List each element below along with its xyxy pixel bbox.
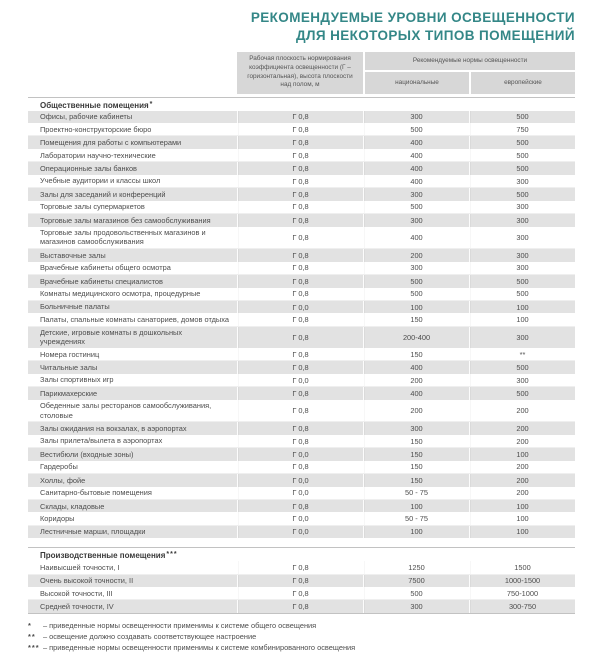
national-norm: 100 [363, 301, 469, 314]
national-norm: 300 [363, 262, 469, 274]
european-norm: 300 [469, 327, 575, 349]
national-norm: 500 [363, 201, 469, 213]
table-row [28, 313, 575, 326]
room-type: Залы для заседаний и конференций [40, 189, 166, 199]
work-plane: Г 0,8 [237, 422, 363, 435]
table-row [28, 162, 575, 175]
national-norm: 400 [363, 149, 469, 161]
section-label: Производственные помещения [40, 551, 166, 561]
page-title-line1: РЕКОМЕНДУЕМЫЕ УРОВНИ ОСВЕЩЕННОСТИ [250, 10, 575, 25]
room-type: Торговые залы супермаркетов [40, 202, 145, 212]
room-type: Наивысшей точности, I [40, 562, 120, 572]
european-norm: 200 [469, 461, 575, 473]
illumination-table [28, 52, 575, 614]
work-plane: Г 0,8 [237, 262, 363, 274]
european-norm: 100 [469, 313, 575, 325]
work-plane: Г 0,0 [237, 487, 363, 499]
header-european: европейские [471, 72, 575, 94]
work-plane: Г 0,8 [237, 387, 363, 400]
room-type: Операционные залы банков [40, 163, 137, 173]
header-work-plane: Рабочая плоскость нормирования коэффициента освещенности (Г – горизонтальная), высота плоскости над полом, м [237, 52, 363, 94]
european-norm: 500 [469, 136, 575, 149]
european-norm: 500 [469, 387, 575, 400]
table-row [28, 461, 575, 474]
national-norm: 200 [363, 374, 469, 386]
footnote-marker: *** [28, 643, 40, 653]
room-type: Выставочные залы [40, 250, 106, 260]
room-type: Залы ожидания на вокзалах, в аэропортах [40, 423, 187, 433]
work-plane: Г 0,0 [237, 526, 363, 539]
room-type: Проектно-конструкторские бюро [40, 124, 152, 134]
national-norm: 150 [363, 448, 469, 461]
national-norm: 400 [363, 387, 469, 400]
national-norm: 400 [363, 227, 469, 249]
work-plane: Г 0,8 [237, 188, 363, 201]
european-norm: 300 [469, 227, 575, 249]
work-plane: Г 0,8 [237, 249, 363, 262]
room-type: Комнаты медицинского осмотра, процедурные [40, 289, 201, 299]
table-body [28, 97, 575, 614]
work-plane: Г 0,0 [237, 374, 363, 386]
work-plane: Г 0,8 [237, 561, 363, 573]
room-type: Офисы, рабочие кабинеты [40, 112, 133, 122]
room-type: Больничные палаты [40, 302, 110, 312]
work-plane: Г 0,0 [237, 301, 363, 314]
footnote-marker: ** [28, 632, 36, 642]
table-row [28, 561, 575, 574]
european-norm: 300 [469, 249, 575, 262]
room-type: Средней точности, IV [40, 602, 114, 612]
table-row [28, 575, 575, 588]
table-row [28, 400, 575, 423]
room-type: Лестничные марши, площадки [40, 527, 146, 537]
table-row [28, 188, 575, 201]
work-plane: Г 0,8 [237, 361, 363, 374]
header-norms-title: Рекомендуемые нормы освещенности [365, 52, 575, 70]
european-norm: 300 [469, 175, 575, 187]
european-norm: 300 [469, 262, 575, 274]
work-plane: Г 0,0 [237, 512, 363, 524]
work-plane: Г 0,8 [237, 123, 363, 135]
room-type: Врачебные кабинеты общего осмотра [40, 263, 171, 273]
european-norm: 300 [469, 214, 575, 227]
table-row [28, 288, 575, 301]
work-plane: Г 0,8 [237, 587, 363, 599]
table-row [28, 201, 575, 214]
table-row [28, 249, 575, 262]
table-row [28, 500, 575, 513]
room-type: Залы прилета/вылета в аэропортах [40, 436, 163, 446]
national-norm: 200 [363, 249, 469, 262]
work-plane: Г 0,8 [237, 461, 363, 473]
page-title [28, 9, 575, 45]
work-plane: Г 0,8 [237, 400, 363, 422]
national-norm: 200 [363, 400, 469, 422]
work-plane: Г 0,0 [237, 448, 363, 461]
work-plane: Г 0,8 [237, 227, 363, 249]
national-norm: 300 [363, 188, 469, 201]
footnote-text: – приведенные нормы освещенности применимы к системе комбинированного освещения [43, 643, 356, 653]
room-type: Высокой точности, III [40, 588, 113, 598]
page-title-line2: ДЛЯ НЕКОТОРЫХ ТИПОВ ПОМЕЩЕНИЙ [295, 27, 575, 43]
european-norm: 500 [469, 188, 575, 201]
national-norm: 500 [363, 288, 469, 300]
national-norm: 500 [363, 275, 469, 288]
header-national: национальные [365, 72, 469, 94]
footnote [28, 620, 575, 631]
national-norm: 200-400 [363, 327, 469, 349]
national-norm: 300 [363, 422, 469, 435]
table-row [28, 448, 575, 461]
work-plane: Г 0,8 [237, 136, 363, 149]
work-plane: Г 0,8 [237, 600, 363, 613]
european-norm: 200 [469, 435, 575, 447]
national-norm: 150 [363, 435, 469, 447]
room-type: Номера гостиниц [40, 349, 100, 359]
footnote-text: – освещение должно создавать соответствующее настроение [43, 632, 257, 642]
table-row [28, 512, 575, 525]
table-row [28, 301, 575, 314]
work-plane: Г 0,8 [237, 575, 363, 588]
european-norm: 200 [469, 422, 575, 435]
european-norm: 500 [469, 111, 575, 124]
work-plane: Г 0,8 [237, 162, 363, 175]
header-norms-subrow [365, 72, 575, 94]
room-type: Вестибюли (входные зоны) [40, 449, 134, 459]
european-norm: 300 [469, 374, 575, 386]
table-row [28, 587, 575, 600]
national-norm: 400 [363, 175, 469, 187]
footnote-marker: * [28, 620, 32, 630]
work-plane: Г 0,8 [237, 348, 363, 360]
room-type: Палаты, спальные комнаты санаториев, домов отдыха [40, 314, 229, 324]
header-norms-group [365, 52, 575, 94]
european-norm: 500 [469, 361, 575, 374]
room-type: Санитарно-бытовые помещения [40, 488, 152, 498]
work-plane: Г 0,8 [237, 327, 363, 349]
national-norm: 50 - 75 [363, 512, 469, 524]
table-row [28, 348, 575, 361]
section-footnote-marker: *** [166, 551, 178, 559]
european-norm: 500 [469, 162, 575, 175]
national-norm: 1250 [363, 561, 469, 573]
national-norm: 500 [363, 123, 469, 135]
table-header [28, 52, 575, 94]
room-type: Учебные аудитории и классы школ [40, 176, 161, 186]
national-norm: 50 - 75 [363, 487, 469, 499]
national-norm: 150 [363, 474, 469, 487]
room-type: Врачебные кабинеты специалистов [40, 276, 163, 286]
room-type: Торговые залы продовольственных магазинов и магазинов самообслуживания [40, 228, 206, 247]
work-plane: Г 0,8 [237, 500, 363, 513]
room-type: Торговые залы магазинов без самообслуживания [40, 215, 211, 225]
european-norm: ** [469, 348, 575, 360]
work-plane: Г 0,8 [237, 175, 363, 187]
table-row [28, 136, 575, 149]
section-header [28, 547, 575, 561]
table-row [28, 111, 575, 124]
section-gap [28, 538, 575, 547]
header-room-type-spacer [28, 52, 237, 94]
table-row [28, 487, 575, 500]
work-plane: Г 0,8 [237, 214, 363, 227]
table-row [28, 149, 575, 162]
section-header [28, 97, 575, 111]
european-norm: 200 [469, 400, 575, 422]
national-norm: 150 [363, 461, 469, 473]
table-row [28, 361, 575, 374]
table-row [28, 435, 575, 448]
table-row [28, 600, 575, 613]
national-norm: 100 [363, 500, 469, 513]
work-plane: Г 0,8 [237, 288, 363, 300]
european-norm: 100 [469, 512, 575, 524]
european-norm: 200 [469, 487, 575, 499]
footnote-text: – приведенные нормы освещенности применимы к системе общего освещения [43, 620, 317, 630]
european-norm: 750 [469, 123, 575, 135]
room-type: Холлы, фойе [40, 475, 86, 485]
table-row [28, 474, 575, 487]
table-row [28, 387, 575, 400]
european-norm: 500 [469, 149, 575, 161]
room-type: Парикмахерские [40, 388, 98, 398]
work-plane: Г 0,8 [237, 149, 363, 161]
national-norm: 400 [363, 162, 469, 175]
european-norm: 100 [469, 301, 575, 314]
european-norm: 1000-1500 [469, 575, 575, 588]
section-label: Общественные помещения [40, 100, 149, 110]
national-norm: 400 [363, 136, 469, 149]
table-row [28, 275, 575, 288]
european-norm: 100 [469, 500, 575, 513]
table-row [28, 175, 575, 188]
room-type: Склады, кладовые [40, 501, 105, 511]
table-row [28, 227, 575, 250]
european-norm: 100 [469, 448, 575, 461]
room-type: Лаборатории научно-технические [40, 150, 156, 160]
european-norm: 300 [469, 201, 575, 213]
national-norm: 500 [363, 587, 469, 599]
national-norm: 100 [363, 526, 469, 539]
work-plane: Г 0,8 [237, 111, 363, 124]
national-norm: 400 [363, 361, 469, 374]
table-row [28, 327, 575, 349]
table-row [28, 526, 575, 539]
room-type: Очень высокой точности, II [40, 576, 134, 586]
european-norm: 100 [469, 526, 575, 539]
footnote [28, 642, 575, 653]
section-footnote-marker: * [149, 100, 154, 108]
room-type: Помещения для работы с компьютерами [40, 138, 182, 148]
national-norm: 300 [363, 214, 469, 227]
room-type: Гардеробы [40, 462, 78, 472]
national-norm: 300 [363, 111, 469, 124]
room-type: Читальные залы [40, 363, 98, 373]
work-plane: Г 0,8 [237, 275, 363, 288]
european-norm: 500 [469, 275, 575, 288]
table-row [28, 123, 575, 136]
work-plane: Г 0,8 [237, 435, 363, 447]
work-plane: Г 0,8 [237, 313, 363, 325]
table-row [28, 214, 575, 227]
european-norm: 750-1000 [469, 587, 575, 599]
work-plane: Г 0,8 [237, 201, 363, 213]
room-type: Обеденные залы ресторанов самообслуживания, столовые [40, 401, 212, 420]
national-norm: 300 [363, 600, 469, 613]
footnotes [28, 620, 575, 653]
european-norm: 1500 [469, 561, 575, 573]
table-row [28, 262, 575, 275]
european-norm: 200 [469, 474, 575, 487]
national-norm: 150 [363, 348, 469, 360]
footnote [28, 631, 575, 642]
european-norm: 500 [469, 288, 575, 300]
national-norm: 150 [363, 313, 469, 325]
work-plane: Г 0,0 [237, 474, 363, 487]
room-type: Детские, игровые комнаты в дошкольных учреждениях [40, 328, 183, 347]
room-type: Коридоры [40, 513, 75, 523]
table-row [28, 374, 575, 387]
room-type: Залы спортивных игр [40, 375, 114, 385]
european-norm: 300-750 [469, 600, 575, 613]
table-row [28, 422, 575, 435]
national-norm: 7500 [363, 575, 469, 588]
